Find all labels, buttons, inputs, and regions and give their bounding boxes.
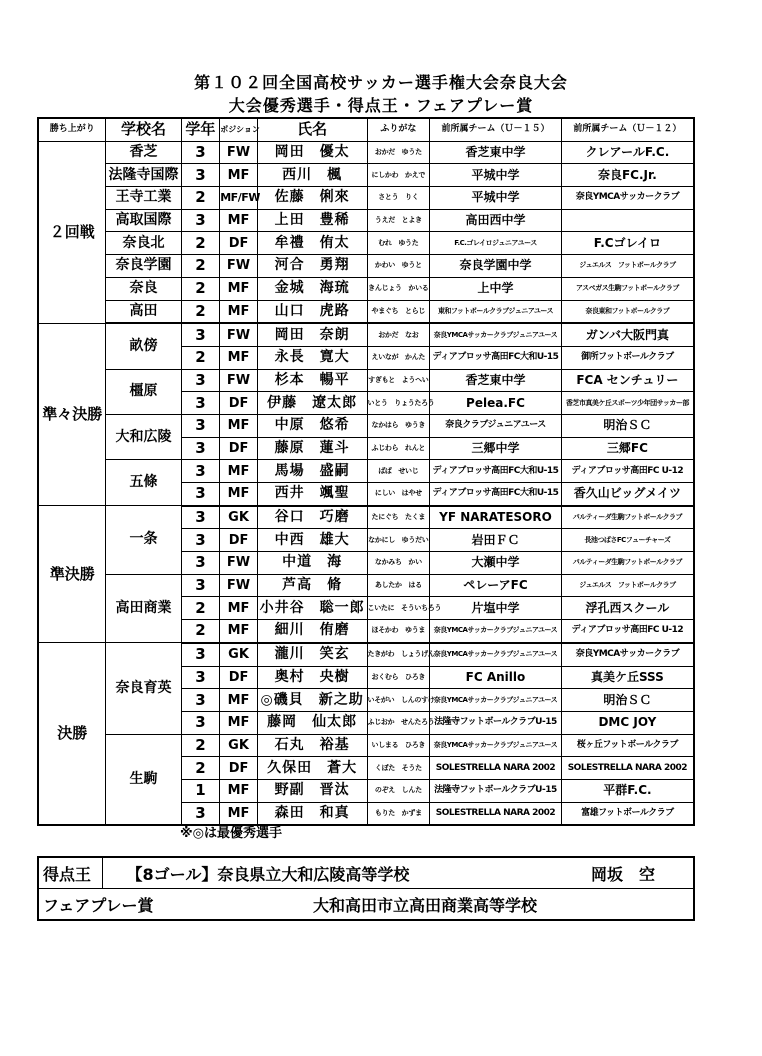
furigana-cell: あしたか はる	[367, 574, 430, 597]
top-scorer-label: 得点王	[38, 857, 102, 889]
prev-u12-cell: パルティーダ生駒フットボールクラブ	[561, 552, 694, 575]
prev-u15-cell: 奈良YMCAサッカークラブジュニアユース	[430, 620, 562, 643]
table-row	[38, 369, 694, 392]
prev-u12-cell	[561, 209, 694, 232]
prev-u12-cell: 富雄フットボールクラブ	[561, 802, 694, 825]
position-cell: GK	[220, 643, 258, 666]
name-cell: 久保田 蒼大	[257, 757, 367, 780]
furigana-cell: いそがい しんのすけ	[367, 689, 430, 712]
prev-u15-cell: ディアブロッサ高田FC大和U-15	[430, 460, 562, 483]
prev-u12-cell: 明治ＳＣ	[561, 414, 694, 437]
top-scorer-row	[38, 857, 694, 889]
position-cell: FW	[220, 323, 258, 346]
prev-u15-cell: ディアブロッサ高田FC大和U-15	[430, 346, 562, 369]
furigana-cell: にしかわ かえで	[367, 164, 430, 187]
grade-cell: 3	[181, 141, 220, 164]
furigana-cell: なかにし ゆうだい	[367, 529, 430, 552]
grade-cell: 3	[181, 209, 220, 232]
position-cell: FW	[220, 255, 258, 278]
prev-u15-cell: ディアブロッサ高田FC大和U-15	[430, 483, 562, 506]
table-row	[38, 506, 694, 529]
table-row	[38, 323, 694, 346]
prev-u15-cell: 平城中学	[430, 164, 562, 187]
furigana-cell: くぼた そうた	[367, 757, 430, 780]
prev-u15-cell: Pelea.FC	[430, 392, 562, 415]
grade-cell: 2	[181, 734, 220, 757]
prev-u15-cell: 岩田ＦＣ	[430, 529, 562, 552]
name-cell: 小井谷 聡一郎	[257, 597, 367, 620]
header-prev-u12: 前所属チーム（Ｕ－１２）	[561, 118, 694, 141]
header-prev-u15: 前所属チーム（Ｕ－１５）	[430, 118, 562, 141]
name-cell: 金城 海琉	[257, 277, 367, 300]
position-cell: FW	[220, 574, 258, 597]
name-cell: 細川 侑磨	[257, 620, 367, 643]
prev-u15-cell: 片塩中学	[430, 597, 562, 620]
prev-u12-cell: 明治ＳＣ	[561, 689, 694, 712]
furigana-cell: ふじわら れんと	[367, 437, 430, 460]
prev-u15-cell: 香芝東中学	[430, 141, 562, 164]
prev-u15-cell: 三郷中学	[430, 437, 562, 460]
prev-u12-cell: 真美ケ丘SSS	[561, 666, 694, 689]
awards-table	[37, 856, 695, 921]
school-cell: 高田商業	[106, 574, 181, 643]
table-row	[38, 643, 694, 666]
school-cell: 王寺工業	[106, 187, 181, 210]
round-cell: 決勝	[38, 643, 106, 826]
prev-u15-cell: 香芝東中学	[430, 369, 562, 392]
top-scorer-name: 岡坂 空	[590, 864, 655, 884]
table-row	[38, 255, 694, 278]
prev-u15-cell: 大瀬中学	[430, 552, 562, 575]
furigana-cell: かわい ゆうと	[367, 255, 430, 278]
prev-u12-cell: パルティーダ生駒フットボールクラブ	[561, 506, 694, 529]
grade-cell: 3	[181, 529, 220, 552]
furigana-cell: おくむら ひろき	[367, 666, 430, 689]
position-cell: MF	[220, 277, 258, 300]
school-cell: 橿原	[106, 369, 181, 414]
prev-u12-cell: 奈良FC.Jr.	[561, 164, 694, 187]
grade-cell: 3	[181, 711, 220, 734]
prev-u15-cell: 奈良YMCAサッカークラブジュニアユース	[430, 323, 562, 346]
prev-u15-cell: F.C.ゴレイロジュニアユース	[430, 232, 562, 255]
grade-cell: 3	[181, 460, 220, 483]
header-row	[38, 118, 694, 141]
prev-u12-cell: クレアールF.C.	[561, 141, 694, 164]
prev-u15-cell: SOLESTRELLA NARA 2002	[430, 802, 562, 825]
prev-u12-cell: 奈良YMCAサッカークラブ	[561, 187, 694, 210]
grade-cell: 3	[181, 323, 220, 346]
furigana-cell: えいなが かんた	[367, 346, 430, 369]
name-cell: 杉本 暢平	[257, 369, 367, 392]
position-cell: DF	[220, 666, 258, 689]
furigana-cell: おかだ ゆうた	[367, 141, 430, 164]
table-row	[38, 300, 694, 323]
prev-u12-cell: 三郷FC	[561, 437, 694, 460]
furigana-cell: なかはら ゆうき	[367, 414, 430, 437]
name-cell: ◎磯貝 新之助	[257, 689, 367, 712]
name-cell: 石丸 裕基	[257, 734, 367, 757]
prev-u15-cell: 高田西中学	[430, 209, 562, 232]
furigana-cell: たにぐち たくま	[367, 506, 430, 529]
furigana-cell: むれ ゆうた	[367, 232, 430, 255]
prev-u12-cell: 浮孔西スクール	[561, 597, 694, 620]
school-cell: 五條	[106, 460, 181, 506]
grade-cell: 2	[181, 620, 220, 643]
furigana-cell: ばば せいじ	[367, 460, 430, 483]
school-cell: 奈良北	[106, 232, 181, 255]
furigana-cell: きんじょう かいる	[367, 277, 430, 300]
furigana-cell: なかみち かい	[367, 552, 430, 575]
furigana-cell: もりた かずま	[367, 802, 430, 825]
prev-u12-cell: 桜ヶ丘フットボールクラブ	[561, 734, 694, 757]
position-cell: DF	[220, 232, 258, 255]
grade-cell: 3	[181, 574, 220, 597]
grade-cell: 3	[181, 689, 220, 712]
table-row	[38, 277, 694, 300]
furigana-cell: すぎもと ようへい	[367, 369, 430, 392]
position-cell: MF/FW	[220, 187, 258, 210]
position-cell: MF	[220, 779, 258, 802]
table-row	[38, 574, 694, 597]
position-cell: MF	[220, 483, 258, 506]
grade-cell: 2	[181, 757, 220, 780]
prev-u12-cell: ディアブロッサ高田FC U-12	[561, 620, 694, 643]
prev-u15-cell: 平城中学	[430, 187, 562, 210]
prev-u12-cell: 奈良YMCAサッカークラブ	[561, 643, 694, 666]
table-row	[38, 232, 694, 255]
table-row	[38, 164, 694, 187]
prev-u15-cell: ペレーアFC	[430, 574, 562, 597]
furigana-cell: おかだ なお	[367, 323, 430, 346]
position-cell: MF	[220, 300, 258, 323]
grade-cell: 3	[181, 414, 220, 437]
grade-cell: 2	[181, 346, 220, 369]
grade-cell: 3	[181, 164, 220, 187]
name-cell: 中原 悠希	[257, 414, 367, 437]
name-cell: 芦高 脩	[257, 574, 367, 597]
prev-u12-cell: 平群F.C.	[561, 779, 694, 802]
prev-u12-cell: ガンバ大阪門真	[561, 323, 694, 346]
prev-u15-cell: 奈良YMCAサッカークラブジュニアユース	[430, 689, 562, 712]
top-scorer-cell	[102, 857, 694, 889]
grade-cell: 3	[181, 369, 220, 392]
position-cell: MF	[220, 414, 258, 437]
prev-u15-cell: 奈良YMCAサッカークラブジュニアユース	[430, 643, 562, 666]
header-round: 勝ち上がり	[38, 118, 106, 141]
table-row	[38, 141, 694, 164]
name-cell: 藤原 蓮斗	[257, 437, 367, 460]
grade-cell: 3	[181, 437, 220, 460]
header-furigana: ふりがな	[367, 118, 430, 141]
prev-u15-cell: 法隆寺フットボールクラブU-15	[430, 711, 562, 734]
name-cell: 永長 寛大	[257, 346, 367, 369]
round-cell: ２回戦	[38, 141, 106, 323]
prev-u12-cell: 香久山ビッグメイツ	[561, 483, 694, 506]
grade-cell: 1	[181, 779, 220, 802]
table-row	[38, 460, 694, 483]
name-cell: 奥村 央樹	[257, 666, 367, 689]
position-cell: MF	[220, 209, 258, 232]
grade-cell: 2	[181, 277, 220, 300]
position-cell: MF	[220, 620, 258, 643]
fairplay-cell	[38, 889, 694, 921]
round-cell: 準決勝	[38, 506, 106, 643]
position-cell: GK	[220, 506, 258, 529]
fairplay-row	[38, 889, 694, 921]
fairplay-label: フェアプレー賞	[43, 895, 154, 915]
name-cell: 瀧川 笑玄	[257, 643, 367, 666]
furigana-cell: のぞえ しんた	[367, 779, 430, 802]
grade-cell: 2	[181, 187, 220, 210]
furigana-cell: こいたに そういちろう	[367, 597, 430, 620]
position-cell: FW	[220, 141, 258, 164]
prev-u15-cell: SOLESTRELLA NARA 2002	[430, 757, 562, 780]
school-cell: 法隆寺国際	[106, 164, 181, 187]
prev-u12-cell: ジュエルス フットボールクラブ	[561, 255, 694, 278]
furigana-cell: いとう りょうたろう	[367, 392, 430, 415]
grade-cell: 3	[181, 802, 220, 825]
name-cell: 伊藤 遼太郎	[257, 392, 367, 415]
prev-u15-cell: 法隆寺フットボールクラブU-15	[430, 779, 562, 802]
name-cell: 上田 豊稀	[257, 209, 367, 232]
furigana-cell: さとう りく	[367, 187, 430, 210]
position-cell: DF	[220, 529, 258, 552]
furigana-cell: いしまる ひろき	[367, 734, 430, 757]
grade-cell: 3	[181, 392, 220, 415]
name-cell: 中道 海	[257, 552, 367, 575]
position-cell: MF	[220, 802, 258, 825]
prev-u12-cell: ジュエルス フットボールクラブ	[561, 574, 694, 597]
position-cell: MF	[220, 164, 258, 187]
school-cell: 高田	[106, 300, 181, 323]
page-subtitle: 大会優秀選手・得点王・フェアプレー賞	[228, 96, 534, 115]
grade-cell: 3	[181, 552, 220, 575]
school-cell: 奈良育英	[106, 643, 181, 734]
position-cell: MF	[220, 689, 258, 712]
prev-u12-cell: SOLESTRELLA NARA 2002	[561, 757, 694, 780]
name-cell: 中西 雄大	[257, 529, 367, 552]
school-cell: 大和広陵	[106, 414, 181, 459]
school-cell: 一条	[106, 506, 181, 575]
position-cell: DF	[220, 437, 258, 460]
fairplay-school: 大和高田市立高田商業高等学校	[313, 895, 538, 915]
name-cell: 谷口 巧磨	[257, 506, 367, 529]
school-cell: 高取国際	[106, 209, 181, 232]
grade-cell: 3	[181, 666, 220, 689]
furigana-cell: ほそかわ ゆうま	[367, 620, 430, 643]
table-row	[38, 187, 694, 210]
prev-u15-cell: 上中学	[430, 277, 562, 300]
name-cell: 藤岡 仙太郎	[257, 711, 367, 734]
furigana-cell: うえだ とよき	[367, 209, 430, 232]
name-cell: 岡田 優太	[257, 141, 367, 164]
position-cell: MF	[220, 711, 258, 734]
prev-u12-cell: FCA センチュリー	[561, 369, 694, 392]
furigana-cell: にしい はやせ	[367, 483, 430, 506]
prev-u12-cell: DMC JOY	[561, 711, 694, 734]
table-row	[38, 414, 694, 437]
prev-u12-cell: ディアブロッサ高田FC U-12	[561, 460, 694, 483]
grade-cell: 2	[181, 255, 220, 278]
position-cell: DF	[220, 392, 258, 415]
table-row	[38, 734, 694, 757]
position-cell: DF	[220, 757, 258, 780]
school-cell: 畝傍	[106, 323, 181, 369]
players-table	[37, 117, 695, 826]
position-cell: FW	[220, 552, 258, 575]
round-cell: 準々決勝	[38, 323, 106, 506]
grade-cell: 3	[181, 483, 220, 506]
name-cell: 佐藤 俐來	[257, 187, 367, 210]
position-cell: MF	[220, 346, 258, 369]
grade-cell: 2	[181, 232, 220, 255]
name-cell: 西川 楓	[257, 164, 367, 187]
prev-u15-cell: 奈良学園中学	[430, 255, 562, 278]
position-cell: MF	[220, 597, 258, 620]
header-school: 学校名	[106, 118, 181, 141]
prev-u12-cell: 奈良東和フットボールクラブ	[561, 300, 694, 323]
prev-u15-cell: 奈良クラブジュニアユース	[430, 414, 562, 437]
grade-cell: 2	[181, 597, 220, 620]
school-cell: 奈良学園	[106, 255, 181, 278]
name-cell: 西井 颯聖	[257, 483, 367, 506]
header-grade: 学年	[181, 118, 220, 141]
grade-cell: 3	[181, 643, 220, 666]
name-cell: 山口 虎路	[257, 300, 367, 323]
grade-cell: 2	[181, 300, 220, 323]
prev-u12-cell: 香芝市真美ケ丘スポーツ少年団サッカー部	[561, 392, 694, 415]
name-cell: 馬場 盛嗣	[257, 460, 367, 483]
header-name: 氏名	[257, 118, 367, 141]
furigana-cell: たきがわ しょうげん	[367, 643, 430, 666]
prev-u15-cell: FC Anillo	[430, 666, 562, 689]
prev-u12-cell: 御所フットボールクラブ	[561, 346, 694, 369]
name-cell: 野副 晋汰	[257, 779, 367, 802]
mvp-note: ※◎は最優秀選手	[180, 826, 282, 841]
position-cell: FW	[220, 369, 258, 392]
grade-cell: 3	[181, 506, 220, 529]
position-cell: GK	[220, 734, 258, 757]
page-title: 第１０２回全国高校サッカー選手権大会奈良大会	[194, 73, 568, 92]
school-cell: 奈良	[106, 277, 181, 300]
furigana-cell: やまぐち とらじ	[367, 300, 430, 323]
prev-u12-cell: 長池つばさFCフューチャーズ	[561, 529, 694, 552]
prev-u12-cell: F.Cゴレイロ	[561, 232, 694, 255]
name-cell: 河合 勇翔	[257, 255, 367, 278]
header-position: ポジション	[220, 118, 258, 141]
school-cell: 香芝	[106, 141, 181, 164]
prev-u15-cell: YF NARATESORO	[430, 506, 562, 529]
name-cell: 岡田 奈朗	[257, 323, 367, 346]
table-row	[38, 209, 694, 232]
name-cell: 森田 和真	[257, 802, 367, 825]
furigana-cell: ふじおか せんたろう	[367, 711, 430, 734]
prev-u15-cell: 東和フットボールクラブジュニアユース	[430, 300, 562, 323]
prev-u12-cell: アスペガス生駒フットボールクラブ	[561, 277, 694, 300]
top-scorer-school: 【8ゴール】奈良県立大和広陵高等学校	[126, 864, 410, 884]
prev-u15-cell: 奈良YMCAサッカークラブジュニアユース	[430, 734, 562, 757]
school-cell: 生駒	[106, 734, 181, 825]
name-cell: 牟禮 侑太	[257, 232, 367, 255]
position-cell: MF	[220, 460, 258, 483]
